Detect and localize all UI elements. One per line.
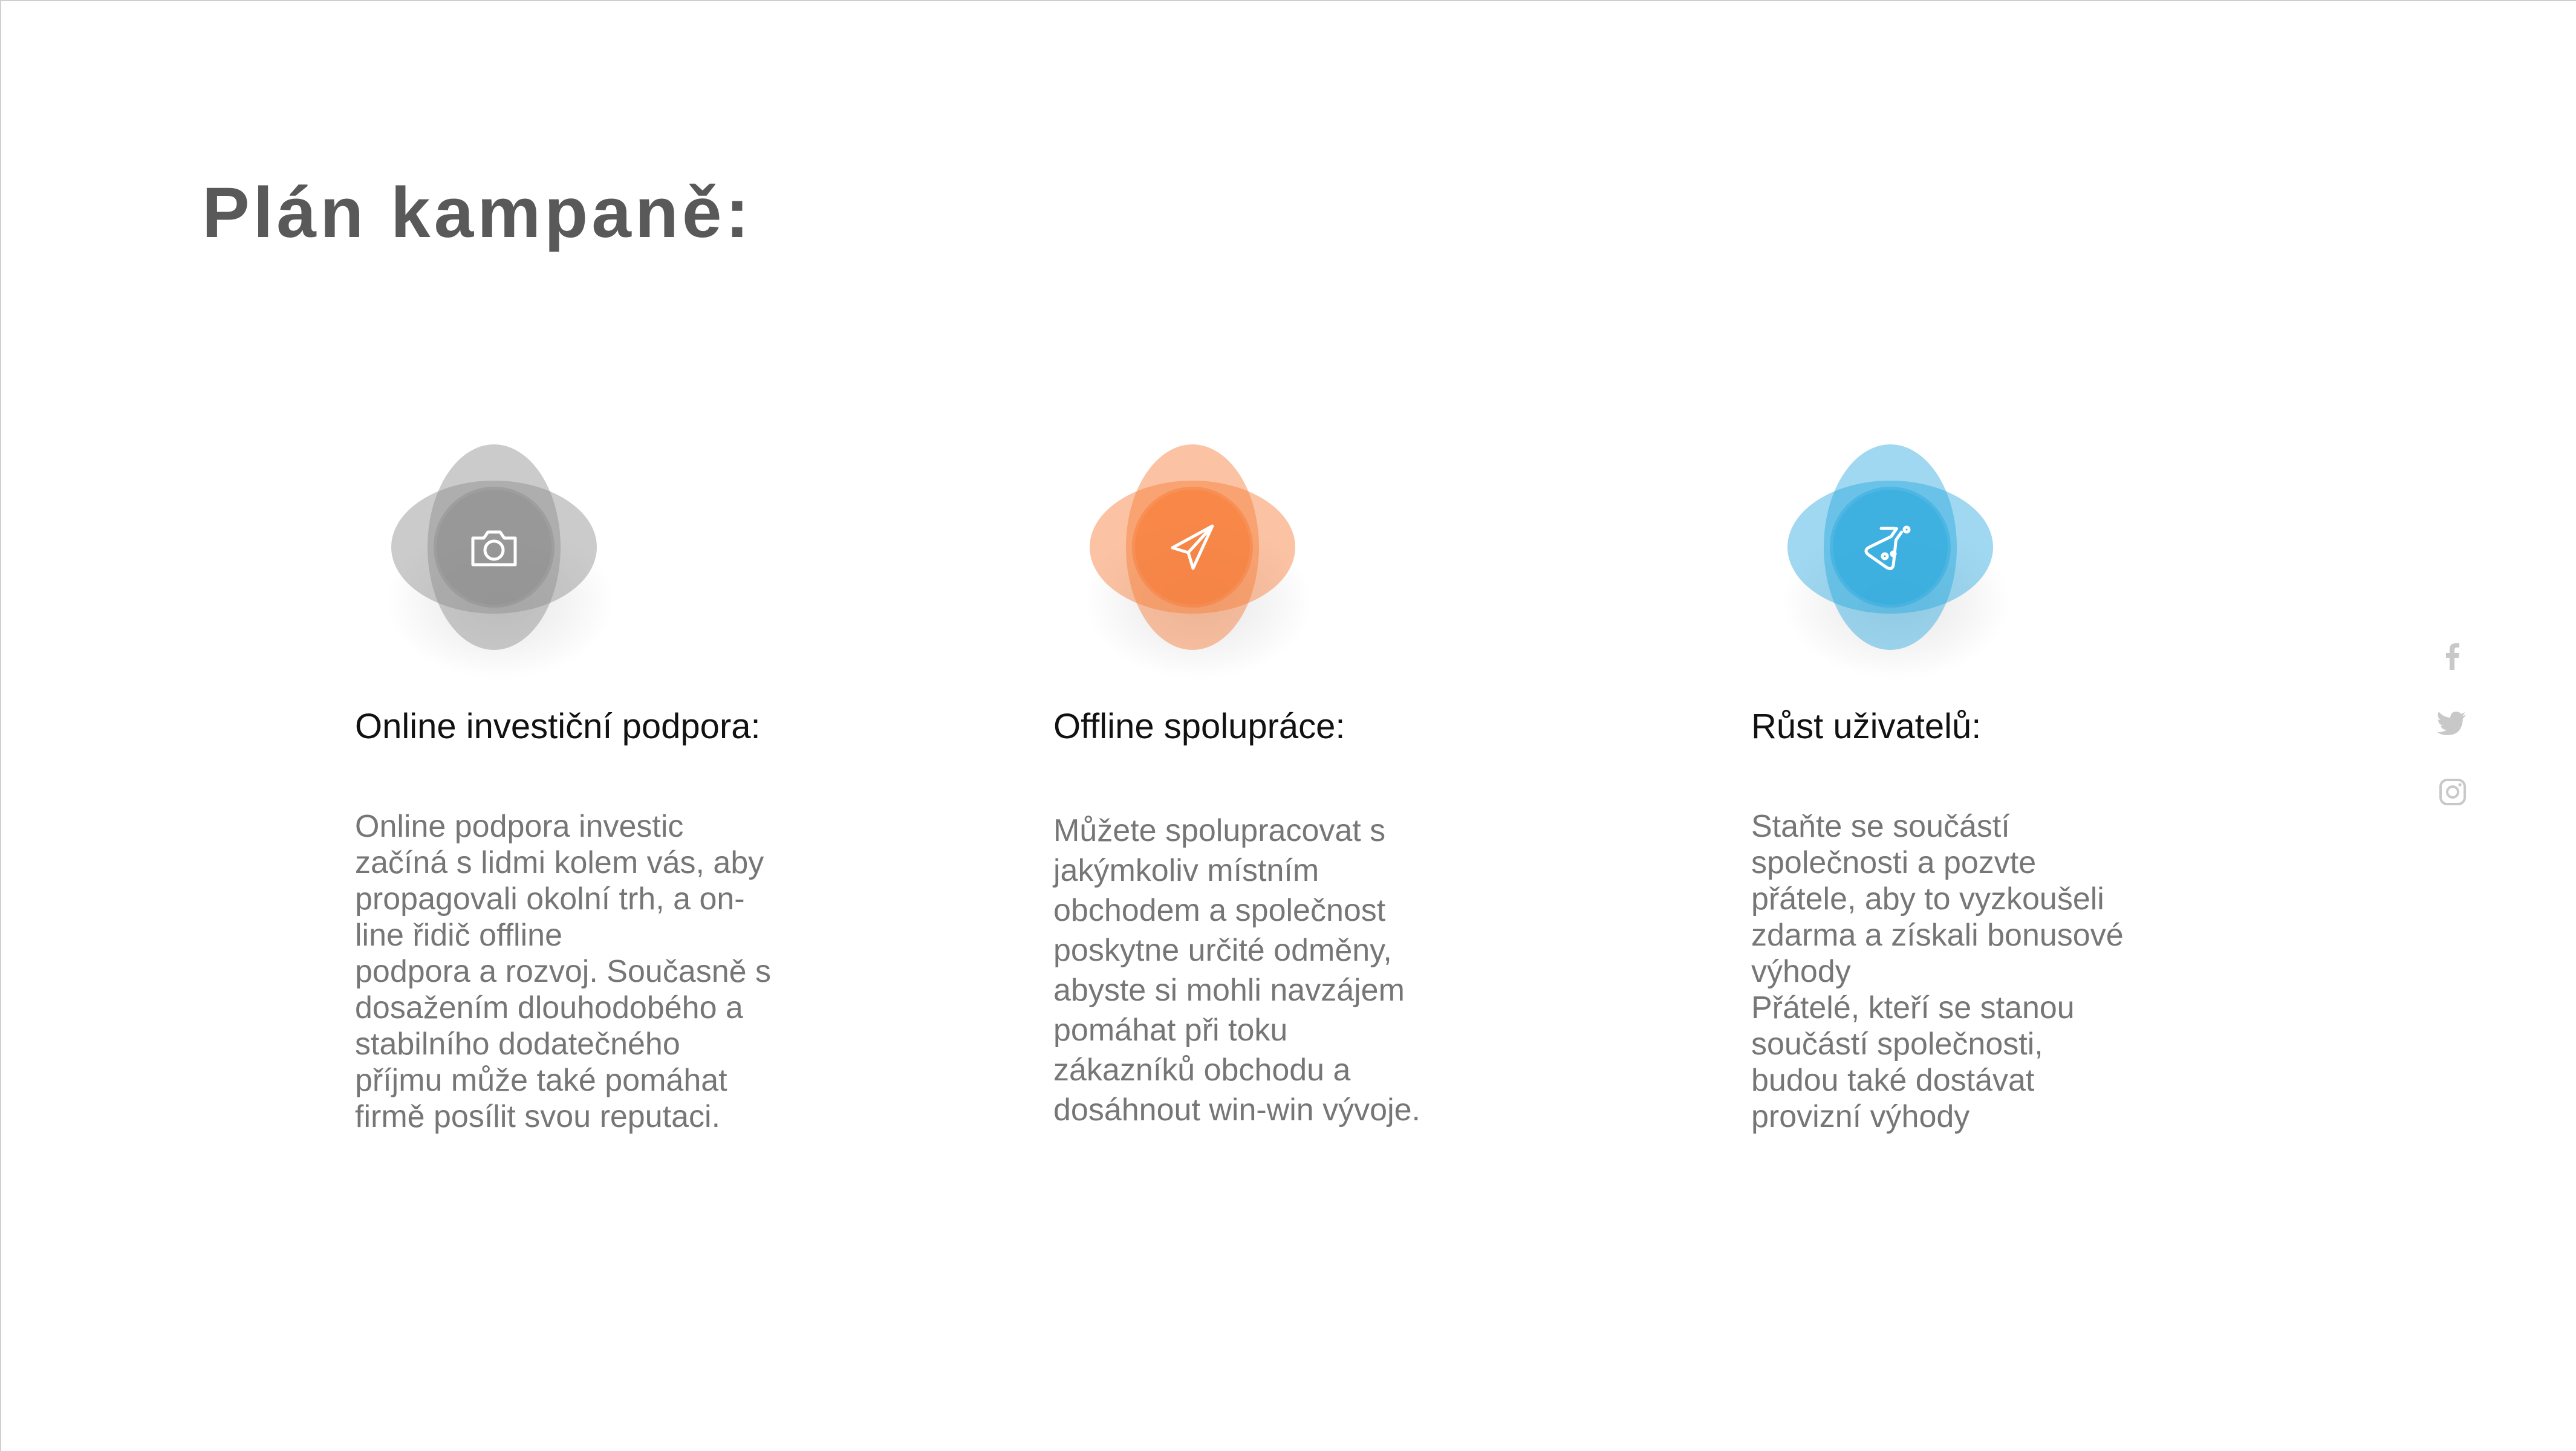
twitter-icon[interactable] (2436, 706, 2470, 740)
card-online-investment (355, 432, 815, 1135)
flower-graphic (1078, 432, 1307, 662)
flower-graphic (379, 432, 609, 662)
card-body: Staňte se součástí společnosti a pozvte přátele, aby to vyzkoušeli zdarma a získali bonusové výhody Přátelé, kteří se stanou součástí společnosti, budou také dostávat provizní výhody (1751, 808, 2124, 1134)
facebook-icon[interactable] (2436, 640, 2470, 674)
flask-icon (1863, 520, 1917, 574)
card-offline-cooperation (1053, 432, 1513, 1130)
card-title: Offline spolupráce: (1053, 707, 1345, 746)
card-title: Online investiční podpora: (355, 707, 761, 746)
instagram-icon[interactable] (2436, 775, 2470, 809)
card-body: Můžete spolupracovat s jakýmkoliv místním obchodem a společnost poskytne určité odměny, abyste si mohli navzájem pomáhat při toku zákazníků obchodu a dosáhnout win-win vývoje. (1053, 813, 1420, 1128)
flower-graphic (1775, 432, 2005, 662)
card-body: Online podpora investic začíná s lidmi kolem vás, aby propagovali okolní trh, a on- line řidič offline podpora a rozvoj. Současně s dosažením dlouhodobého a stabilního dodatečného příjmu může také pomáhat firmě posílit svou reputaci. (355, 808, 771, 1134)
paper-plane-icon (1165, 520, 1220, 574)
card-title: Růst uživatelů: (1751, 707, 1982, 746)
camera-icon (467, 520, 521, 574)
card-user-growth (1751, 432, 2211, 1135)
page-title: Plán kampaně: (202, 173, 753, 253)
